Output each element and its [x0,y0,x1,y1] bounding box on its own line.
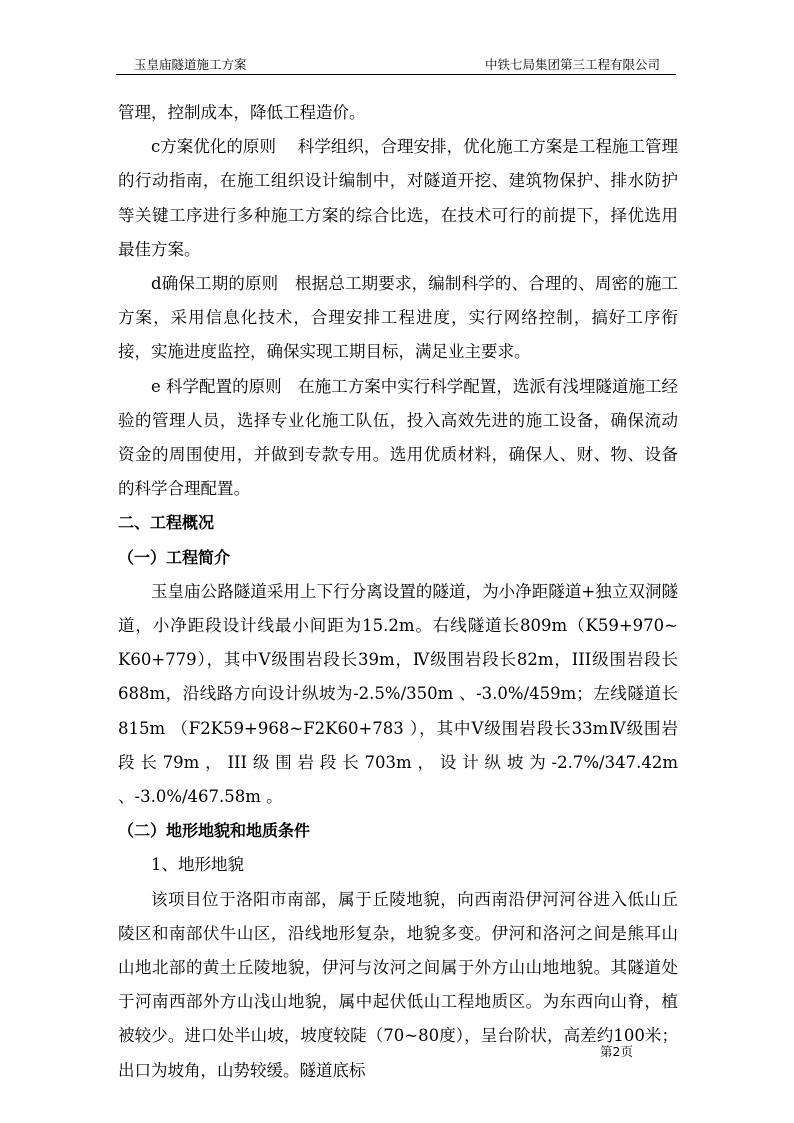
header-company-name: 中铁七局集团第三工程有限公司 [484,57,660,72]
document-body [118,96,678,1088]
paragraph-tunnel-intro: 玉皇庙公路隧道采用上下行分离设置的隧道，为小净距隧道+独立双洞隧道，小净距段设计线最小间距为15.2m。右线隧道长809m（K59+970~ K60+779），其中V级围岩段长39m，Ⅳ级围岩段长82m，III级围岩段长688m，沿线路方向设计纵坡为-2.5%/350m 、-3.0%/459m；左线隧道长815m （F2K59+968~F2K60+783 ），其中V级围岩段长33mⅣ级围岩段长79m，III级围岩段长703m，设计纵坡为-2.7%/347.42m 、-3.0%/467.58m 。 [118,581,678,807]
paragraph-continuation: 管理，控制成本，降低工程造价。 [118,103,366,122]
paragraph-optimization-principle: c方案优化的原则 科学组织，合理安排，优化施工方案是工程施工管理的行动指南，在施工组织设计编制中，对隧道开挖、建筑物保护、排水防护等关键工序进行多种施工方案的综合比选，在技术可行的前提下，择优选用最佳方案。 [118,137,678,259]
section-heading-project-overview: 二、工程概况 [118,513,215,533]
page-header [116,56,676,75]
subheading-terrain: 1、地形地貌 [151,855,244,875]
header-document-title: 玉皇庙隧道施工方案 [134,57,247,72]
paragraph-terrain-description: 该项目位于洛阳市南部，属于丘陵地貌，向西南沿伊河河谷进入低山丘陵区和南部伏牛山区，沿线地形复杂，地貌多变。伊河和洛河之间是熊耳山山地北部的黄土丘陵地貌，伊河与汝河之间属于外方山山地地貌。其隧道处于河南西部外方山浅山地貌，属中起伏低山工程地质区。为东西向山脊，植被较少。进口处半山坡，坡度较陡（70~80度），呈台阶状，高差约100米；出口为坡角，山势较缓。隧道底标 [118,889,678,1080]
paragraph-configuration-principle: e 科学配置的原则 在施工方案中实行科学配置，选派有浅埋隧道施工经验的管理人员，选择专业化施工队伍，投入高效先进的施工设备，确保流动资金的周围使用，并做到专款专用。选用优质材料，确保人、财、物、设备的科学合理配置。 [118,376,678,499]
subsection-heading-terrain-geology: （二）地形地貌和地质条件 [118,821,311,841]
paragraph-schedule-principle: d确保工期的原则 根据总工期要求，编制科学的、合理的、周密的施工方案，采用信息化技术，合理安排工程进度，实行网络控制，搞好工序衔接，实施进度监控，确保实现工期目标，满足业主要求。 [118,274,678,362]
subsection-heading-project-intro: （一）工程简介 [118,547,231,567]
page-number: 第2页 [600,1044,633,1059]
